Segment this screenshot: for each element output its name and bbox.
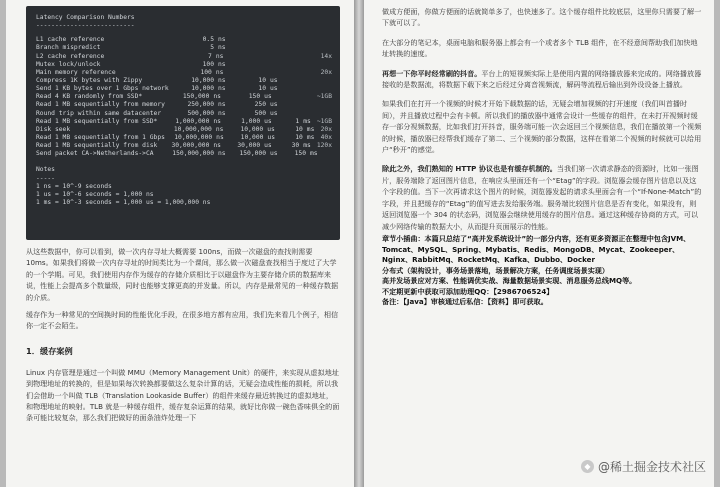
latency-row xyxy=(36,101,332,109)
paragraph: 除此之外，我们熟知的 HTTP 协议也是有缓存机制的。当我们第一次请求静态的资源时，比如一张图片，服务端除了返回图片信息，在响应头里面还有一个“Etag”的字段。浏览器会缓存图片信息以及这个字段的值。当下一次再请求这个图片的时候，浏览器发起的请求头里面会有一个“If-None-Match”的字段，并且把缓存的“Etag”的值写进去发给服务端。服务端比较图片信息是否有变化，如果没有，则返回浏览器一个 304 的状态码，浏览器会继续使用缓存的图片信息。通过这种缓存协商的方式，可以减少网络传输的数据大小，从而提升页面展示的性能。 xyxy=(382,164,702,231)
latency-cell-ms xyxy=(284,61,306,69)
notes-title: Notes xyxy=(36,166,55,174)
latency-cell-ms-unit: ms xyxy=(303,117,311,125)
latency-cell-note xyxy=(324,110,332,118)
section-heading: 1．缓存案例 xyxy=(26,345,73,356)
latency-row xyxy=(36,142,332,150)
latency-cell-name: Send 1 KB bytes over 1 Gbps network xyxy=(36,85,169,93)
latency-cell-ms xyxy=(284,77,306,85)
latency-cell-ns-unit: ns xyxy=(216,134,224,141)
latency-cell-ms-unit: ms xyxy=(303,142,311,150)
latency-cell-us: 30,000 xyxy=(237,142,261,150)
latency-cell-us xyxy=(232,44,266,52)
latency-row xyxy=(36,134,332,142)
latency-cell-us: 250 xyxy=(254,101,266,109)
chapter-line: 分布式（架构设计，事务场景落地，场景解决方案，任务调度场景实现） xyxy=(382,265,609,275)
latency-cell-ms-unit xyxy=(299,93,317,101)
latency-cell-us-unit: us xyxy=(270,85,278,93)
paragraph: 再想一下你平时经常刷的抖音。平台上的短视频实际上是使用内置的网络播放器来完成的。网络播放器接收的是数据流，将数据下载下来之后经过分离音视频流，解码等流程后输出到外设设备上播放。 xyxy=(382,68,702,90)
latency-cell-ms-unit xyxy=(306,61,324,69)
latency-cell-ns-unit: ns xyxy=(218,60,226,68)
right-page xyxy=(364,0,714,487)
latency-cell-ms-unit: ms xyxy=(306,125,315,133)
latency-cell-ns-unit: ns xyxy=(218,77,226,85)
latency-row xyxy=(36,126,332,134)
latency-cell-us-unit: us xyxy=(270,101,278,109)
latency-cell-name: Mutex lock/unlock xyxy=(36,60,101,68)
latency-cell-name: Main memory reference xyxy=(36,68,116,76)
latency-cell-us: 10 xyxy=(258,85,266,93)
chapter-line: 不定期更新中获取可添加助理QQ：【2986706524】 xyxy=(382,286,554,296)
paragraph: 从这些数据中，你可以看到，做一次内存寻址大概需要 100ns，而做一次磁盘的查找则需要 10ms。如果我们将做一次内存寻址的时间类比为一个课间，那么做一次磁盘查找相当于度过了大学的一个学期。可见，我们使用内存作为缓存的存储介质相比于以磁盘作为主要存储介质的数据库来说，性能上会提高多个数量级，同时也能够支撑更高的并发量。所以，内存是最常见的一种缓存数据的介质。 xyxy=(26,247,339,302)
latency-cell-ns-unit: ns xyxy=(215,68,224,76)
latency-cell-ms-unit: ms xyxy=(306,134,315,141)
latency-cell-ms xyxy=(278,93,299,101)
latency-cell-ns: 10,000,000 xyxy=(174,134,213,141)
latency-cell-ns-unit: ns xyxy=(218,101,226,109)
latency-cell-ns-unit: ns xyxy=(215,125,224,133)
latency-cell-ms-unit xyxy=(306,44,324,52)
chapter-line: 高并发场景应对方案、性能调优实战、海量数据场景实现、消息服务总线MQ等。 xyxy=(382,276,637,286)
latency-cell-ms xyxy=(284,36,306,44)
latency-cell-note xyxy=(324,101,332,109)
code-block xyxy=(26,6,340,240)
paragraph: 如果我们在打开一个视频的时候才开始下载数据的话，无疑会增加视频的打开速度（我们叫首播时间），并且播放过程中会有卡顿。所以我们的播放器中通常会设计一些缓存的组件，在未打开视频时缓存一部分视频数据，比如我们打开抖音，服务端可能一次会返回三个视频信息，我们在播放第一个视频的时候，播放器已经帮我们缓存了第二、三个视频的部分数据，这样在看第二个视频的时候就可以给用户“秒开”的感觉。 xyxy=(382,99,702,155)
latency-cell-ms-unit: ms xyxy=(310,150,318,158)
bold-lead: 除此之外，我们熟知的 HTTP 协议也是有缓存机制的。 xyxy=(382,164,557,174)
latency-cell-name: Read 1 MB sequentially from 1 Gbps xyxy=(36,134,165,141)
latency-cell-us xyxy=(230,69,264,77)
latency-cell-ms: 10 xyxy=(295,134,303,141)
latency-cell-us-unit xyxy=(266,36,284,44)
latency-cell-us-unit: us xyxy=(264,117,272,125)
latency-cell-note xyxy=(324,150,332,158)
latency-cell-ns-unit: ns xyxy=(218,36,226,44)
latency-cell-note xyxy=(324,77,332,85)
latency-cell-name: Round trip within same datacenter xyxy=(36,109,162,117)
latency-cell-ms xyxy=(284,85,306,93)
latency-row xyxy=(36,93,332,101)
latency-cell-note: 20x xyxy=(320,125,332,133)
latency-cell-ms: 1 xyxy=(295,117,300,125)
latency-cell-us-unit: us xyxy=(267,125,275,133)
latency-cell-us-unit: us xyxy=(270,77,278,85)
latency-cell-us: 1,000 xyxy=(241,117,261,125)
latency-cell-ms-unit xyxy=(306,110,324,118)
latency-cell-us: 10,000 xyxy=(240,125,264,133)
paragraph: 在大部分的笔记本，桌面电脑和服务器上都会有一个或者多个 TLB 组件，在不经意间帮助我们加快地址转换的速度。 xyxy=(382,37,698,59)
chapter-note xyxy=(382,234,702,308)
notes-separator: ----- xyxy=(36,174,55,182)
latency-row xyxy=(36,36,332,44)
latency-cell-us: 10,000 xyxy=(240,134,264,141)
latency-row xyxy=(36,85,332,93)
latency-cell-note: 20x xyxy=(320,68,332,76)
left-page xyxy=(6,0,354,487)
latency-row xyxy=(36,150,332,158)
latency-cell-us: 500 xyxy=(254,109,266,117)
latency-cell-name: Read 1 MB sequentially from memory xyxy=(36,101,165,109)
latency-cell-ms-unit xyxy=(303,53,321,61)
latency-cell-ms: 30 xyxy=(291,142,300,150)
latency-cell-note xyxy=(324,85,332,93)
latency-cell-note: ~1GB xyxy=(316,117,332,125)
latency-cell-ms xyxy=(284,101,306,109)
latency-cell-ns: 0.5 xyxy=(202,36,214,44)
latency-cell-note: ~1GB xyxy=(316,93,332,101)
latency-cell-us: 10 xyxy=(258,77,266,85)
latency-cell-note xyxy=(324,61,332,69)
latency-cell-ns: 10,000,000 xyxy=(173,125,212,133)
latency-cell-ns: 150,000 xyxy=(182,93,210,101)
latency-cell-ns: 7 xyxy=(208,52,212,60)
latency-cell-us xyxy=(232,61,266,69)
latency-cell-ns: 30,000,000 xyxy=(171,142,210,150)
latency-cell-note: 40x xyxy=(320,134,332,141)
latency-cell-name: Send packet CA->Netherlands->CA xyxy=(36,150,154,158)
paragraph: Linux 内存管理是通过一个叫做 MMU（Memory Management Unit）的硬件，来实现从虚拟地址到物理地址的转换的，但是如果每次转换都要做这么复杂计算的话，无疑会造成性能的损耗，所以我们会借助一个叫做 TLB（Translation Lookaside Buffer）的组件来缓存最近转换过的虚拟地址，和物理地址的映射。TLB 就是一种缓存组件，缓存复杂运算的结果，就好比你做一碗色香味俱全的面条可能比较复杂，那么我们把做好的面条油炸处理一下 xyxy=(26,367,340,423)
code-title: Latency Comparison Numbers -------------------------- xyxy=(36,14,135,30)
latency-cell-name: Read 1 MB sequentially from disk xyxy=(36,142,158,150)
latency-cell-ns: 5 xyxy=(210,44,214,52)
chapter-line: 备注：【Java】审核通过后私信：【资料】即可获取。 xyxy=(382,297,548,307)
latency-cell-ns: 10,000 xyxy=(191,77,214,85)
latency-cell-ms-unit xyxy=(303,69,321,77)
latency-cell-us-unit: us xyxy=(270,150,278,158)
latency-cell-ms: 10 xyxy=(295,125,303,133)
latency-cell-ms-unit xyxy=(306,77,324,85)
latency-cell-ms xyxy=(281,53,303,61)
latency-cell-ns-unit: ns xyxy=(218,109,226,117)
latency-cell-ms xyxy=(284,44,306,52)
latency-cell-ns-unit: ns xyxy=(213,93,221,101)
juejin-logo-icon: ◆ xyxy=(581,460,594,473)
latency-cell-ns-unit: ns xyxy=(218,85,226,93)
watermark-text: @稀土掘金技术社区 xyxy=(597,460,706,474)
latency-cell-ns-unit: ns xyxy=(218,150,226,158)
latency-cell-name: Read 4 KB randomly from SSD* xyxy=(36,93,143,101)
latency-cell-us-unit: us xyxy=(264,142,272,150)
latency-cell-ns-unit: ns xyxy=(213,117,221,125)
latency-cell-name: L2 cache reference xyxy=(36,52,105,60)
watermark xyxy=(581,458,706,475)
latency-cell-ms xyxy=(281,69,303,77)
latency-row xyxy=(36,44,332,52)
latency-cell-name: Branch mispredict xyxy=(36,44,101,52)
latency-cell-ns: 250,000 xyxy=(187,101,214,109)
note-line: 1 ns = 10^-9 seconds xyxy=(36,182,112,190)
note-line: 1 us = 10^-6 seconds = 1,000 ns xyxy=(36,190,154,198)
latency-cell-ms-unit xyxy=(306,85,324,93)
latency-cell-ns: 150,000,000 xyxy=(172,150,214,158)
latency-cell-us-unit xyxy=(266,44,284,52)
latency-cell-us xyxy=(232,36,266,44)
latency-cell-us-unit xyxy=(263,69,281,77)
latency-cell-us: 150 xyxy=(248,93,261,101)
latency-cell-ns: 100 xyxy=(200,68,212,76)
latency-cell-us-unit: us xyxy=(270,109,278,117)
latency-cell-us-unit: us xyxy=(264,93,272,101)
latency-row xyxy=(36,77,332,85)
latency-cell-ns: 500,000 xyxy=(187,109,214,117)
latency-row xyxy=(36,69,332,77)
latency-cell-us-unit: us xyxy=(267,134,275,141)
latency-cell-ms: 150 xyxy=(294,150,306,158)
latency-cell-us-unit xyxy=(263,53,281,61)
latency-table xyxy=(36,36,332,158)
note-line: 1 ms = 10^-3 seconds = 1,000 us = 1,000,000 ns xyxy=(36,198,211,206)
latency-cell-ms xyxy=(284,110,306,118)
latency-cell-name: L1 cache reference xyxy=(36,36,105,44)
paragraph: 缓存作为一种常见的空间换时间的性能优化手段，在很多地方都有应用，我们先来看几个例子，相信你一定不会陌生。 xyxy=(26,310,339,331)
latency-cell-ns: 1,000,000 xyxy=(175,117,210,125)
latency-cell-us xyxy=(230,53,264,61)
latency-row xyxy=(36,53,332,61)
latency-cell-us-unit xyxy=(266,61,284,69)
chapter-line: 章节小插曲：本篇只总结了“高并发系统设计”的一部分内容，还有更多资源正在整理中包含JVM、Tomcat、MySQL、Spring、Mybatis、Redis、MongoDB、Mycat、Zookeeper、Nginx、RabbitMq、RocketMq、Kafka、Dubbo、Docker xyxy=(382,233,691,265)
latency-cell-ms-unit xyxy=(306,36,324,44)
latency-cell-name: Disk seek xyxy=(36,125,71,133)
paragraph: 做成方便面，你做方便面的话就简单多了，也快速多了。这个缓存组件比较底层，这里你只需要了解一下就可以了。 xyxy=(382,7,702,28)
latency-cell-ns-unit: ns xyxy=(213,142,221,150)
latency-cell-note xyxy=(324,36,332,44)
latency-cell-note: 14x xyxy=(320,52,332,60)
latency-cell-name: Read 1 MB sequentially from SSD* xyxy=(36,117,158,125)
latency-cell-ms-unit xyxy=(306,101,324,109)
page-gutter xyxy=(354,0,364,487)
latency-cell-note xyxy=(324,44,332,52)
latency-cell-name: Compress 1K bytes with Zippy xyxy=(36,77,143,85)
latency-row xyxy=(36,110,332,118)
latency-cell-ns-unit: ns xyxy=(215,52,224,60)
latency-cell-us: 150,000 xyxy=(239,150,266,158)
latency-cell-note: 120x xyxy=(316,142,332,150)
latency-row xyxy=(36,118,332,126)
latency-row xyxy=(36,61,332,69)
latency-cell-ns: 100 xyxy=(202,60,214,68)
latency-cell-ns-unit: ns xyxy=(218,44,226,52)
latency-cell-ns: 10,000 xyxy=(191,85,214,93)
bold-lead: 再想一下你平时经常刷的抖音。 xyxy=(382,68,482,78)
